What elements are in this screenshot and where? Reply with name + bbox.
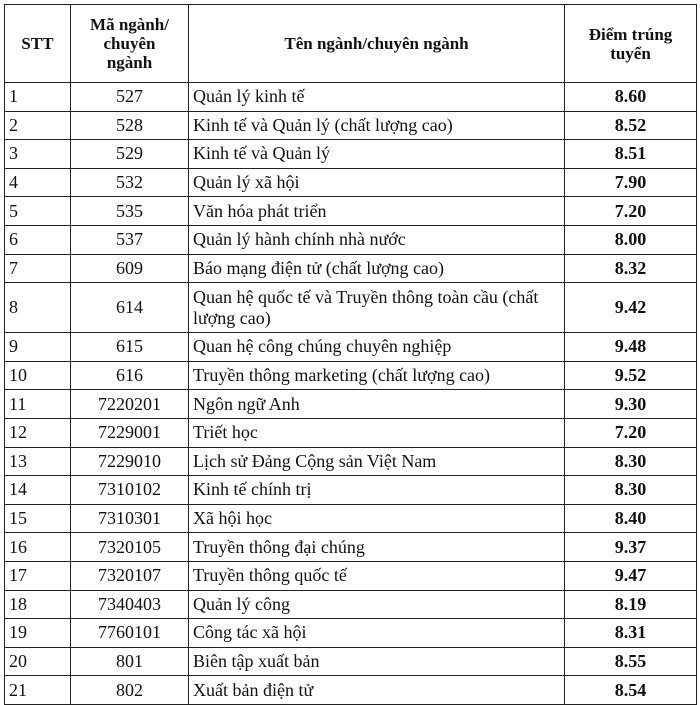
cell-score: 9.48 bbox=[565, 333, 697, 362]
cell-score: 9.30 bbox=[565, 390, 697, 419]
cell-code: 7310102 bbox=[71, 476, 189, 505]
cell-score: 7.90 bbox=[565, 168, 697, 197]
cell-name: Công tác xã hội bbox=[189, 619, 565, 648]
cell-code: 7229010 bbox=[71, 447, 189, 476]
table-row bbox=[5, 197, 697, 226]
header-stt: STT bbox=[5, 5, 71, 83]
cell-stt: 1 bbox=[5, 83, 71, 112]
cell-code: 616 bbox=[71, 361, 189, 390]
cell-score: 8.32 bbox=[565, 254, 697, 283]
cell-stt: 4 bbox=[5, 168, 71, 197]
cell-code: 7340403 bbox=[71, 590, 189, 619]
header-score bbox=[565, 5, 697, 83]
cell-code: 527 bbox=[71, 83, 189, 112]
cell-code: 7310301 bbox=[71, 504, 189, 533]
header-row bbox=[5, 5, 697, 83]
cell-name: Kinh tế và Quản lý (chất lượng cao) bbox=[189, 111, 565, 140]
cell-code: 528 bbox=[71, 111, 189, 140]
table-body bbox=[5, 83, 697, 705]
cell-name: Quan hệ quốc tế và Truyền thông toàn cầu (chất lượng cao) bbox=[189, 283, 565, 333]
table-row bbox=[5, 390, 697, 419]
cell-score: 8.40 bbox=[565, 504, 697, 533]
table-row bbox=[5, 504, 697, 533]
cell-name: Quản lý hành chính nhà nước bbox=[189, 225, 565, 254]
table-row bbox=[5, 361, 697, 390]
cell-name: Truyền thông marketing (chất lượng cao) bbox=[189, 361, 565, 390]
cell-name: Xuất bản điện tử bbox=[189, 676, 565, 705]
table-row bbox=[5, 83, 697, 112]
cell-code: 614 bbox=[71, 283, 189, 333]
cell-stt: 2 bbox=[5, 111, 71, 140]
table-row bbox=[5, 590, 697, 619]
cell-stt: 17 bbox=[5, 561, 71, 590]
cell-code: 529 bbox=[71, 140, 189, 169]
cell-stt: 13 bbox=[5, 447, 71, 476]
table-row bbox=[5, 447, 697, 476]
cell-score: 8.60 bbox=[565, 83, 697, 112]
table-row bbox=[5, 283, 697, 333]
cell-name: Kinh tế và Quản lý bbox=[189, 140, 565, 169]
cell-stt: 5 bbox=[5, 197, 71, 226]
table-row bbox=[5, 333, 697, 362]
cell-code: 615 bbox=[71, 333, 189, 362]
cell-name: Ngôn ngữ Anh bbox=[189, 390, 565, 419]
cell-code: 801 bbox=[71, 647, 189, 676]
cell-name: Triết học bbox=[189, 418, 565, 447]
table-row bbox=[5, 561, 697, 590]
cell-score: 7.20 bbox=[565, 197, 697, 226]
cell-name: Quan hệ công chúng chuyên nghiệp bbox=[189, 333, 565, 362]
cell-stt: 16 bbox=[5, 533, 71, 562]
cell-score: 7.20 bbox=[565, 418, 697, 447]
cell-stt: 11 bbox=[5, 390, 71, 419]
cell-name: Quản lý xã hội bbox=[189, 168, 565, 197]
cell-stt: 20 bbox=[5, 647, 71, 676]
cell-name: Quản lý kinh tế bbox=[189, 83, 565, 112]
cell-stt: 10 bbox=[5, 361, 71, 390]
table-row bbox=[5, 647, 697, 676]
cell-stt: 15 bbox=[5, 504, 71, 533]
header-code-line: chuyên bbox=[103, 34, 156, 53]
cell-score: 8.19 bbox=[565, 590, 697, 619]
cell-code: 7229001 bbox=[71, 418, 189, 447]
cell-score: 8.30 bbox=[565, 476, 697, 505]
table-row bbox=[5, 225, 697, 254]
cell-stt: 9 bbox=[5, 333, 71, 362]
cell-stt: 18 bbox=[5, 590, 71, 619]
cell-score: 8.55 bbox=[565, 647, 697, 676]
admission-score-table bbox=[4, 4, 697, 705]
cell-name: Biên tập xuất bản bbox=[189, 647, 565, 676]
table-row bbox=[5, 619, 697, 648]
table-row bbox=[5, 140, 697, 169]
cell-score: 9.37 bbox=[565, 533, 697, 562]
header-score-line: tuyển bbox=[610, 43, 651, 63]
cell-score: 8.00 bbox=[565, 225, 697, 254]
cell-score: 8.30 bbox=[565, 447, 697, 476]
header-code-line: ngành bbox=[106, 53, 153, 72]
cell-score: 9.47 bbox=[565, 561, 697, 590]
cell-code: 802 bbox=[71, 676, 189, 705]
header-code bbox=[71, 5, 189, 83]
cell-code: 7220201 bbox=[71, 390, 189, 419]
cell-name: Truyền thông quốc tế bbox=[189, 561, 565, 590]
cell-score: 8.52 bbox=[565, 111, 697, 140]
cell-score: 9.42 bbox=[565, 283, 697, 333]
cell-name: Xã hội học bbox=[189, 504, 565, 533]
cell-stt: 12 bbox=[5, 418, 71, 447]
table-row bbox=[5, 533, 697, 562]
cell-name: Truyền thông đại chúng bbox=[189, 533, 565, 562]
header-score-line: Điểm trúng bbox=[588, 24, 673, 44]
header-code-line: Mã ngành/ bbox=[90, 15, 169, 34]
table-row bbox=[5, 676, 697, 705]
cell-score: 8.51 bbox=[565, 140, 697, 169]
cell-name: Kinh tế chính trị bbox=[189, 476, 565, 505]
cell-stt: 8 bbox=[5, 283, 71, 333]
cell-name: Báo mạng điện tử (chất lượng cao) bbox=[189, 254, 565, 283]
cell-code: 7760101 bbox=[71, 619, 189, 648]
cell-code: 609 bbox=[71, 254, 189, 283]
cell-stt: 7 bbox=[5, 254, 71, 283]
table-row bbox=[5, 111, 697, 140]
cell-stt: 6 bbox=[5, 225, 71, 254]
cell-code: 7320105 bbox=[71, 533, 189, 562]
cell-code: 537 bbox=[71, 225, 189, 254]
table-row bbox=[5, 418, 697, 447]
cell-score: 8.31 bbox=[565, 619, 697, 648]
cell-stt: 3 bbox=[5, 140, 71, 169]
cell-code: 532 bbox=[71, 168, 189, 197]
cell-name: Lịch sử Đảng Cộng sản Việt Nam bbox=[189, 447, 565, 476]
cell-score: 9.52 bbox=[565, 361, 697, 390]
cell-stt: 21 bbox=[5, 676, 71, 705]
cell-stt: 19 bbox=[5, 619, 71, 648]
cell-score: 8.54 bbox=[565, 676, 697, 705]
cell-name: Quản lý công bbox=[189, 590, 565, 619]
table-row bbox=[5, 476, 697, 505]
table-row bbox=[5, 168, 697, 197]
table-row bbox=[5, 254, 697, 283]
cell-code: 535 bbox=[71, 197, 189, 226]
cell-name: Văn hóa phát triển bbox=[189, 197, 565, 226]
cell-stt: 14 bbox=[5, 476, 71, 505]
header-name: Tên ngành/chuyên ngành bbox=[189, 5, 565, 83]
cell-code: 7320107 bbox=[71, 561, 189, 590]
